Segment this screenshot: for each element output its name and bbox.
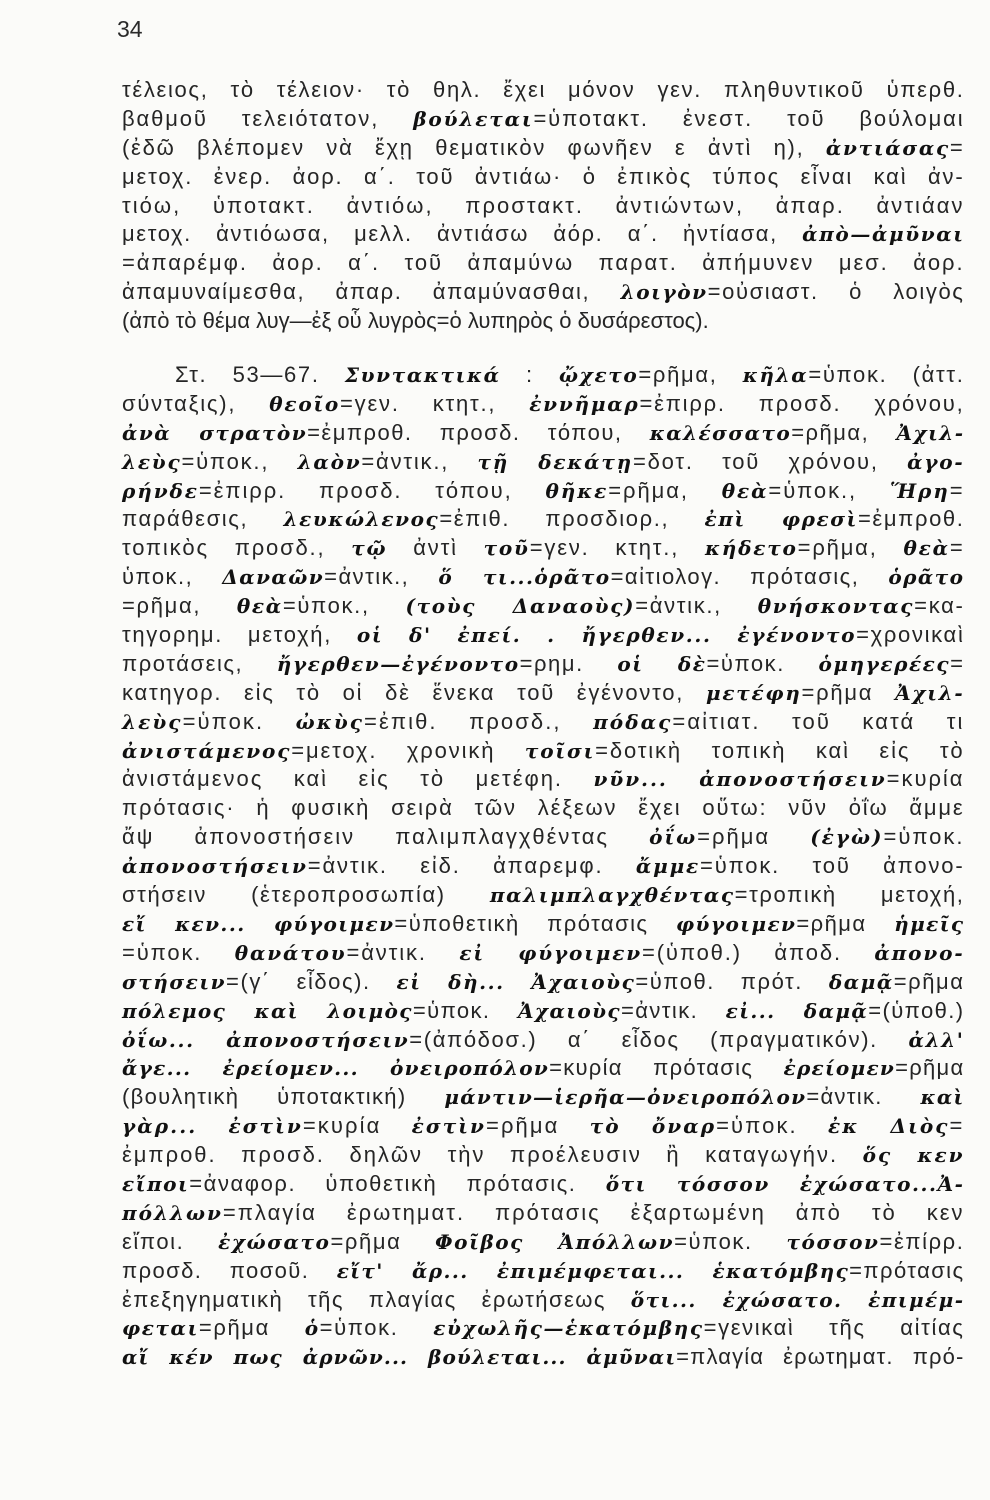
line-content bbox=[122, 534, 965, 563]
text-segment: =ἐπιθ. προσδ., bbox=[364, 708, 594, 734]
text-segment: =γεν. κτητ., bbox=[340, 390, 530, 416]
text-segment: τοπικὸς προσδ., bbox=[122, 535, 352, 561]
text-segment: ὑποκ., bbox=[122, 564, 223, 590]
emphasized-term: ἀλλ' bbox=[908, 1027, 965, 1052]
emphasized-term: κῆλα bbox=[742, 363, 809, 388]
line-content bbox=[122, 1083, 964, 1112]
text-line bbox=[122, 592, 965, 621]
text-segment: ἐπεξηγηματικὴ τῆς πλαγίας ἐρωτήσεως bbox=[122, 1286, 631, 1312]
text-line bbox=[122, 192, 965, 221]
line-content bbox=[122, 192, 965, 221]
text-segment: =κυρία bbox=[886, 766, 965, 792]
text-segment: βαθμοῦ τελειότατον, bbox=[122, 105, 414, 131]
text-segment: προτάσεις, bbox=[122, 650, 277, 676]
emphasized-term: ἐστὶν bbox=[411, 1114, 487, 1139]
line-content bbox=[122, 737, 965, 766]
line-content bbox=[122, 278, 965, 307]
line-content bbox=[122, 419, 965, 448]
text-line bbox=[122, 939, 965, 968]
emphasized-term: θεὰ bbox=[903, 536, 950, 561]
text-segment: =γενικαὶ τῆς αἰτίας bbox=[703, 1315, 965, 1341]
text-segment: = bbox=[949, 477, 965, 503]
text-line bbox=[122, 1314, 965, 1343]
line-content bbox=[175, 361, 964, 390]
text-segment: =οὐσιαστ. ὁ λοιγὸς bbox=[707, 279, 965, 305]
emphasized-term: ἄγε... ἐρείομεν... ὀνειροπόλον bbox=[122, 1056, 550, 1081]
text-line bbox=[122, 105, 965, 134]
text-segment: =ἐπίρρ. bbox=[879, 1228, 965, 1254]
emphasized-term: ἐπὶ φρεσὶ bbox=[704, 507, 858, 532]
text-segment: =ρῆμα bbox=[801, 679, 896, 705]
line-content bbox=[122, 1026, 965, 1055]
text-segment: =πλαγία ἐρωτηματ. πρότασις ἐξαρτωμένη ἀπὸ τὸ κεν bbox=[222, 1199, 965, 1225]
emphasized-term: παλιμπλαγχθέντας bbox=[489, 883, 735, 908]
text-segment: =ὑποκ. τοῦ ἀπονο- bbox=[700, 853, 965, 879]
line-content bbox=[122, 621, 965, 650]
text-segment: =ἀναφορ. ὑποθετικὴ πρότασις. bbox=[189, 1170, 606, 1196]
text-segment: ἐμπροθ. προσδ. δηλῶν τὴν προέλευσιν ἢ καταγωγήν. bbox=[122, 1142, 863, 1168]
line-content bbox=[122, 794, 965, 823]
text-line bbox=[122, 307, 965, 336]
text-segment: =ρῆμα bbox=[697, 824, 811, 850]
emphasized-term: λοιγὸν bbox=[620, 280, 708, 305]
emphasized-term: δαμᾷ bbox=[828, 969, 894, 994]
emphasized-term: Συντακτικά bbox=[344, 363, 501, 388]
emphasized-term: ἄμμε bbox=[635, 854, 701, 879]
text-segment: ἀντὶ bbox=[387, 535, 484, 561]
line-content bbox=[122, 823, 965, 852]
text-segment: =(γ΄ εἶδος). bbox=[226, 968, 397, 994]
emphasized-term: εἰ... δαμᾷ bbox=[725, 998, 869, 1023]
text-line bbox=[122, 1170, 965, 1199]
emphasized-term: ἀνιστάμενος bbox=[122, 738, 292, 763]
line-content bbox=[122, 505, 965, 534]
emphasized-term: ὁρᾶτο bbox=[888, 565, 965, 590]
line-content bbox=[122, 708, 964, 737]
emphasized-term: ὅτι τόσσον ἐχώσατο...Ἀ- bbox=[605, 1171, 965, 1196]
text-segment: : bbox=[500, 362, 559, 388]
emphasized-term: ὁμηγερέες bbox=[818, 651, 951, 676]
text-segment: = bbox=[950, 650, 965, 676]
text-segment: =δοτ. τοῦ χρόνου, bbox=[632, 448, 908, 474]
text-segment: μετοχ. ἀντιόωσα, μελλ. ἀντιάσω ἀόρ. α΄. ἠντίασα, bbox=[122, 221, 803, 247]
line-content bbox=[122, 448, 965, 477]
line-content bbox=[122, 563, 965, 592]
line-content bbox=[122, 477, 965, 506]
text-segment: =ρῆμα, bbox=[797, 535, 904, 561]
text-segment: παράθεσις, bbox=[122, 506, 284, 532]
emphasized-term: νῦν... ἀπονοστήσειν bbox=[593, 767, 887, 792]
page-number: 34 bbox=[117, 16, 143, 42]
emphasized-term: ἀπὸ—ἀμῦναι bbox=[802, 222, 965, 247]
emphasized-term: ἀγο- bbox=[907, 449, 965, 474]
text-segment: =ἐμπροθ. προσδ. τόπου, bbox=[307, 419, 650, 445]
line-content bbox=[122, 997, 965, 1026]
text-segment: =ὑποκ. (ἀττ. bbox=[808, 362, 965, 388]
text-line bbox=[122, 534, 965, 563]
line-content bbox=[122, 650, 965, 679]
emphasized-term: θεὰ bbox=[721, 478, 769, 503]
page-body bbox=[122, 76, 965, 1372]
text-segment: =ἐπιθ. προσδιορ., bbox=[439, 506, 705, 532]
emphasized-term: θνήσκοντας bbox=[757, 594, 915, 619]
text-line bbox=[122, 76, 965, 105]
text-line bbox=[122, 968, 965, 997]
text-segment: =αἰτιατ. τοῦ κατά τι bbox=[672, 708, 965, 734]
text-line bbox=[122, 794, 965, 823]
text-segment: ἀπαμυναίμεσθα, ἀπαρ. ἀπαμύνασθαι, bbox=[122, 279, 621, 305]
emphasized-term: στήσειν bbox=[122, 969, 227, 994]
text-segment: =ρῆμα bbox=[895, 1055, 965, 1081]
text-line bbox=[122, 765, 965, 794]
text-segment: ἄψ ἀπονοστήσειν παλιμπλαγχθέντας bbox=[122, 824, 650, 850]
text-segment: =ὑποκ. bbox=[122, 939, 235, 965]
text-segment: =ἀντικ. bbox=[346, 939, 460, 965]
emphasized-term: ἐρείομεν bbox=[783, 1056, 896, 1081]
text-segment: =κα- bbox=[914, 593, 965, 619]
text-line bbox=[122, 650, 965, 679]
emphasized-term: τῇ δεκάτῃ bbox=[477, 449, 633, 474]
text-segment: στήσειν (ἑτεροπροσωπία) bbox=[122, 882, 490, 908]
emphasized-term: ἤγερθεν—ἐγένοντο bbox=[276, 651, 520, 676]
text-segment: =αἰτιολογ. πρότασις, bbox=[610, 564, 889, 590]
emphasized-term: εἴ κεν... φύγοιμεν bbox=[122, 911, 395, 936]
text-segment: =πρότασις bbox=[849, 1257, 965, 1283]
emphasized-term: κήδετο bbox=[704, 536, 798, 561]
emphasized-term: ἐννῆμαρ bbox=[529, 391, 640, 416]
emphasized-term: οἱ δὲ bbox=[617, 651, 707, 676]
text-segment: =κυρία πρότασις bbox=[549, 1055, 784, 1081]
emphasized-term: ὠκὺς bbox=[295, 709, 365, 734]
line-content bbox=[122, 968, 965, 997]
text-segment: =γεν. κτητ., bbox=[529, 535, 705, 561]
text-line bbox=[122, 1286, 965, 1315]
text-segment: =ἐπιρρ. προσδ. χρόνου, bbox=[639, 390, 965, 416]
text-line bbox=[122, 997, 965, 1026]
line-content bbox=[122, 307, 709, 336]
emphasized-term: τὸ ὄναρ bbox=[589, 1114, 717, 1139]
text-segment: τέλειος, τὸ τέλειον· τὸ θηλ. ἔχει μόνον γεν. πληθυντικοῦ ὑπερθ. bbox=[122, 77, 965, 102]
line-content bbox=[122, 1314, 965, 1343]
emphasized-term: ὀΐω bbox=[649, 825, 698, 850]
text-segment: = bbox=[949, 134, 965, 160]
text-segment: τιόω, ὑποτακτ. ἀντιόω, προστακτ. ἀντιώντων, ἀπαρ. ἀντιάαν bbox=[122, 192, 965, 218]
text-segment: =χρονικαὶ bbox=[856, 622, 965, 648]
emphasized-term: μάντιν—ἱερῆα—ὀνειροπόλον bbox=[444, 1085, 807, 1110]
text-segment: =ἀντικ. bbox=[806, 1084, 921, 1110]
line-content bbox=[122, 1141, 965, 1170]
text-segment: =ὑποκ. bbox=[412, 997, 518, 1023]
emphasized-term: τόσσον bbox=[786, 1229, 880, 1254]
text-line bbox=[122, 249, 965, 278]
text-segment: =τροπικὴ μετοχή, bbox=[734, 882, 965, 908]
line-content bbox=[122, 910, 965, 939]
text-segment: =ρημ. bbox=[519, 650, 618, 676]
emphasized-term: θῆκε bbox=[545, 478, 609, 503]
text-segment: (ἐδῶ βλέπομεν νὰ ἔχῃ θεματικὸν φωνῆεν ε ἀντὶ η), bbox=[122, 134, 826, 160]
text-segment: κατηγορ. εἰς τὸ οἱ δὲ ἕνεκα τοῦ ἐγένοντο, bbox=[122, 679, 706, 705]
line-content bbox=[122, 220, 965, 249]
text-line bbox=[122, 1112, 965, 1141]
text-segment: =πλαγία ἐρωτηματ. πρό- bbox=[676, 1344, 965, 1370]
emphasized-term: λαὸν bbox=[297, 449, 362, 474]
text-segment: =ὑποκ., bbox=[768, 477, 890, 503]
emphasized-term: βούλεται bbox=[413, 106, 534, 131]
text-segment: =ὑποθετικὴ πρότασις bbox=[394, 910, 676, 936]
emphasized-term: ἡμεῖς bbox=[894, 911, 965, 936]
text-segment: τηγορημ. μετοχή, bbox=[122, 622, 357, 648]
emphasized-term: θεὰ bbox=[236, 594, 283, 619]
text-line bbox=[122, 563, 965, 592]
text-segment: =ρῆμα, bbox=[608, 477, 722, 503]
text-segment: =ὑποκ., bbox=[282, 593, 406, 619]
line-content bbox=[122, 163, 965, 192]
line-content bbox=[122, 1054, 964, 1083]
emphasized-term: λεὺς bbox=[122, 449, 182, 474]
text-line bbox=[122, 1054, 965, 1083]
line-content bbox=[122, 1199, 965, 1228]
text-line bbox=[122, 448, 965, 477]
text-segment: =ὑποκ. bbox=[716, 1113, 829, 1139]
text-segment: =ρῆμα bbox=[486, 1113, 590, 1139]
text-line bbox=[122, 852, 965, 881]
text-segment: =(ἀπόδοσ.) α΄ εἶδος (πραγματικόν). bbox=[409, 1026, 909, 1052]
text-segment: προσδ. ποσοῦ. bbox=[122, 1257, 337, 1283]
emphasized-term: τοῖσι bbox=[524, 738, 596, 763]
line-content bbox=[122, 1257, 965, 1286]
emphasized-term: Ἀχιλ- bbox=[895, 680, 965, 705]
line-content bbox=[122, 1112, 965, 1141]
text-segment: σύνταξις), bbox=[122, 390, 270, 416]
line-content bbox=[122, 765, 965, 794]
emphasized-term: ρήνδε bbox=[122, 478, 199, 503]
paragraph bbox=[122, 361, 965, 1372]
text-segment: =ἀντικ. εἰδ. ἀπαρεμφ. bbox=[307, 853, 636, 879]
emphasized-term: φεται bbox=[122, 1316, 199, 1341]
text-segment: ἀνιστάμενος καὶ εἰς τὸ μετέφη. bbox=[122, 766, 594, 792]
emphasized-term: πόλεμος καὶ λοιμὸς bbox=[122, 998, 413, 1023]
emphasized-term: εἴποι bbox=[122, 1171, 190, 1196]
line-content bbox=[122, 939, 965, 968]
emphasized-term: ἀπονο- bbox=[874, 940, 965, 965]
text-segment: =ρῆμα bbox=[198, 1315, 305, 1341]
text-segment: μετοχ. ἐνερ. ἀορ. α΄. τοῦ ἀντιάω· ὁ ἐπικὸς τύπος εἶναι καὶ ἀν- bbox=[122, 163, 965, 189]
emphasized-term: τοῦ bbox=[483, 536, 530, 561]
text-segment: =ρῆμα, bbox=[791, 419, 897, 445]
emphasized-term: πόδας bbox=[593, 709, 673, 734]
emphasized-term: Ἀχαιοὺς bbox=[517, 998, 621, 1023]
text-segment: =ὑποκ. bbox=[706, 650, 819, 676]
line-content bbox=[122, 679, 964, 708]
text-segment: =ἐμπροθ. bbox=[857, 506, 965, 532]
text-segment: εἴποι. bbox=[122, 1228, 219, 1254]
text-segment: =ρῆμα bbox=[330, 1228, 436, 1254]
emphasized-term: Ἥρη bbox=[889, 478, 950, 503]
text-line bbox=[122, 1199, 965, 1228]
emphasized-term: ὁ bbox=[304, 1316, 320, 1341]
emphasized-term: ἀνὰ στρατὸν bbox=[122, 420, 308, 445]
text-line bbox=[122, 881, 965, 910]
emphasized-term: εὐχωλῆς—ἑκατόμβης bbox=[433, 1316, 704, 1341]
text-segment: =ἀντικ., bbox=[324, 564, 439, 590]
text-line bbox=[122, 278, 965, 307]
line-content bbox=[122, 881, 965, 910]
text-line bbox=[122, 361, 965, 390]
text-segment: Στ. 53—67. bbox=[175, 362, 345, 388]
line-content bbox=[122, 249, 965, 278]
text-line bbox=[122, 708, 965, 737]
line-content bbox=[122, 390, 965, 419]
emphasized-term: ὅτι... ἐχώσατο. ἐπιμέμ- bbox=[630, 1287, 965, 1312]
emphasized-term: εἰ φύγοιμεν bbox=[459, 940, 643, 965]
emphasized-term: τῷ bbox=[351, 536, 388, 561]
text-line bbox=[122, 390, 965, 419]
emphasized-term: θεοῖο bbox=[269, 391, 341, 416]
emphasized-term: ὅς κεν bbox=[862, 1143, 965, 1168]
emphasized-term: οἱ δ' ἐπεί. . ἤγερθεν... ἐγένοντο bbox=[356, 623, 857, 648]
text-line bbox=[122, 220, 965, 249]
emphasized-term: Δαναῶν bbox=[222, 565, 325, 590]
text-segment: =ὑποθ. πρότ. bbox=[635, 968, 829, 994]
text-segment: (ἀπὸ τὸ θέμα λυγ—ἐξ οὗ λυγρὸς=ὁ λυπηρὸς ὁ δυσάρεστος). bbox=[122, 308, 709, 334]
line-content bbox=[122, 1228, 965, 1257]
text-segment: = bbox=[949, 535, 965, 561]
text-segment: =ὑποκ. bbox=[182, 708, 296, 734]
line-content bbox=[122, 1343, 965, 1372]
text-segment: =μετοχ. χρονικὴ bbox=[291, 737, 525, 763]
text-segment: = bbox=[949, 1113, 965, 1139]
text-segment: =δοτικὴ τοπικὴ καὶ εἰς τὸ bbox=[595, 737, 965, 763]
emphasized-term: εἴτ' ἄρ... ἐπιμέμφεται... ἑκατόμβης bbox=[336, 1258, 850, 1283]
text-line bbox=[122, 134, 965, 163]
emphasized-term: αἴ κέν πως ἀρνῶν... βούλεται... ἀμῦναι bbox=[122, 1345, 677, 1370]
line-content bbox=[122, 592, 965, 621]
text-line bbox=[122, 679, 965, 708]
emphasized-term: πόλλων bbox=[122, 1200, 223, 1225]
text-line bbox=[122, 477, 965, 506]
text-line bbox=[122, 1026, 965, 1055]
text-segment: =ὑποτακτ. ἐνεστ. τοῦ βούλομαι bbox=[533, 105, 965, 131]
line-content bbox=[122, 134, 965, 163]
text-line bbox=[122, 1083, 965, 1112]
emphasized-term: θανάτου bbox=[234, 940, 347, 965]
emphasized-term: γὰρ... ἐστὶν bbox=[122, 1114, 303, 1139]
text-segment: =ρῆμα bbox=[796, 910, 895, 936]
emphasized-term: Ἀχιλ- bbox=[896, 420, 965, 445]
text-segment: =ἀντικ., bbox=[361, 448, 478, 474]
text-segment: =ρῆμα, bbox=[122, 593, 237, 619]
text-segment: πρότασις· ἡ φυσικὴ σειρὰ τῶν λέξεων ἔχει οὕτω: νῦν ὀΐω ἄμμε bbox=[122, 795, 965, 821]
text-segment: =ὑποκ. bbox=[674, 1228, 787, 1254]
line-content bbox=[122, 1286, 965, 1315]
text-segment: =ρῆμα, bbox=[638, 362, 743, 388]
emphasized-term: ἀπονοστήσειν bbox=[122, 854, 308, 879]
emphasized-term: λευκώλενος bbox=[283, 507, 440, 532]
text-segment: =ἀπαρέμφ. ἀορ. α΄. τοῦ ἀπαμύνω παρατ. ἀπήμυνεν μεσ. ἀορ. bbox=[122, 250, 965, 276]
text-line bbox=[122, 1343, 965, 1372]
emphasized-term: ἐκ Διὸς bbox=[828, 1114, 950, 1139]
emphasized-term: Φοῖβος Ἀπόλλων bbox=[435, 1229, 675, 1254]
text-segment: =(ὑποθ.) bbox=[868, 997, 965, 1023]
line-content bbox=[122, 76, 965, 105]
emphasized-term: φύγοιμεν bbox=[675, 911, 797, 936]
emphasized-term: (τοὺς Δαναοὺς) bbox=[405, 594, 636, 619]
text-segment: =κυρία bbox=[302, 1113, 412, 1139]
line-content bbox=[122, 1170, 965, 1199]
text-line bbox=[122, 1257, 965, 1286]
text-line bbox=[122, 1228, 965, 1257]
text-segment: =ρῆμα bbox=[893, 968, 965, 994]
emphasized-term: ὀΐω... ἀπονοστήσειν bbox=[122, 1027, 410, 1052]
text-segment: =ὑποκ. bbox=[883, 824, 965, 850]
text-line bbox=[122, 505, 965, 534]
paragraph bbox=[122, 76, 965, 336]
emphasized-term: ἀντιάσας bbox=[825, 135, 950, 160]
text-segment: =ἀντικ. bbox=[621, 997, 726, 1023]
text-segment: =ἐπιρρ. προσδ. τόπου, bbox=[198, 477, 546, 503]
emphasized-term: εἰ δὴ... Ἀχαιοὺς bbox=[396, 969, 636, 994]
text-segment: =ὑποκ., bbox=[181, 448, 298, 474]
emphasized-term: καλέσσατο bbox=[649, 420, 792, 445]
text-segment: =ὑποκ. bbox=[319, 1315, 434, 1341]
emphasized-term: ὅ τι...ὁρᾶτο bbox=[438, 565, 611, 590]
text-line bbox=[122, 823, 965, 852]
emphasized-term: καὶ bbox=[920, 1085, 965, 1110]
text-line bbox=[122, 910, 965, 939]
emphasized-term: λεὺς bbox=[122, 709, 183, 734]
text-segment: =(ὑποθ.) ἀποδ. bbox=[642, 939, 875, 965]
emphasized-term: ἐχώσατο bbox=[218, 1229, 331, 1254]
text-line bbox=[122, 419, 965, 448]
emphasized-term: ᾤχετο bbox=[558, 363, 639, 388]
text-line bbox=[122, 737, 965, 766]
text-line bbox=[122, 163, 965, 192]
text-segment: (βουλητικὴ ὑποτακτική) bbox=[122, 1084, 445, 1110]
text-line bbox=[122, 1141, 965, 1170]
text-segment: =ἀντικ., bbox=[635, 593, 758, 619]
emphasized-term: (ἐγὼ) bbox=[810, 825, 884, 850]
line-content bbox=[122, 852, 965, 881]
text-line bbox=[122, 621, 965, 650]
line-content bbox=[122, 105, 965, 134]
emphasized-term: μετέφη bbox=[705, 680, 802, 705]
